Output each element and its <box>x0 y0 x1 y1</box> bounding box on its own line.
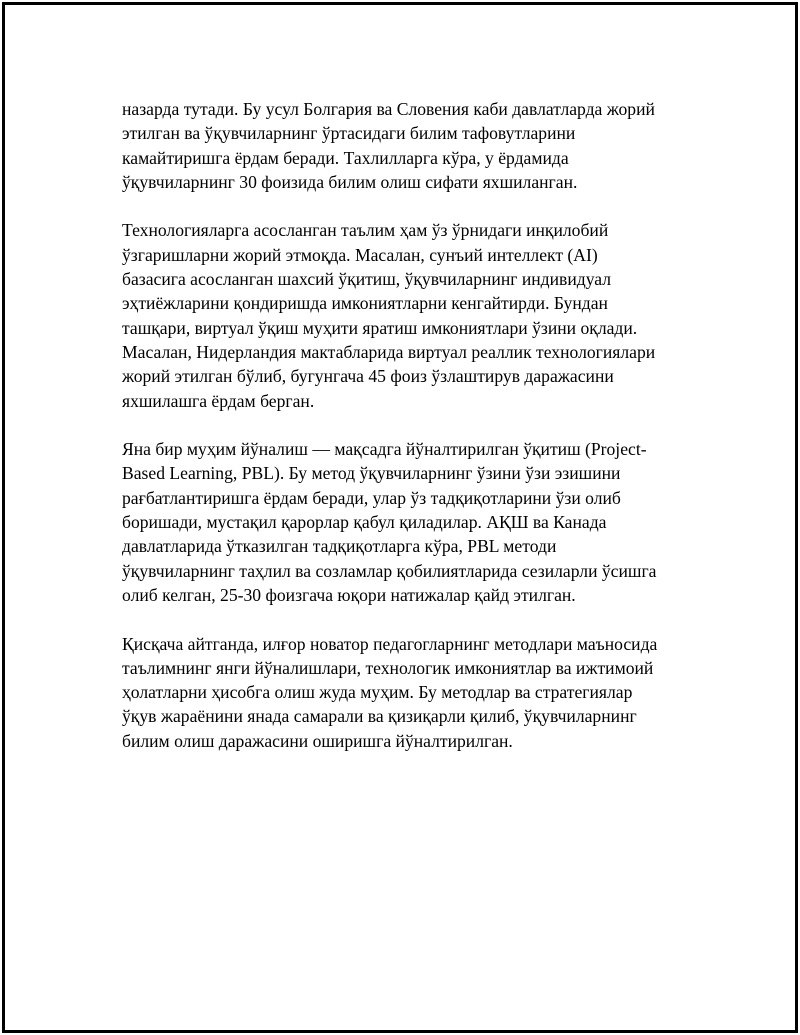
paragraph-4 <box>122 632 697 753</box>
text-line: Технологияларга асосланган таълим ҳам ўз ўрнидаги инқилобий <box>122 220 609 241</box>
text-line: олиб келган, 25-30 фоизгача юқори натижалар қайд этилган. <box>122 584 576 605</box>
text-line: Яна бир муҳим йўналиш — мақсадга йўналтирилган ўқитиш (Project- <box>122 439 647 460</box>
text-line: этилган ва ўқувчиларнинг ўртасидаги билим тафовутларини <box>122 123 576 144</box>
paragraph-1 <box>122 97 697 194</box>
text-line: билим олиш даражасини оширишга йўналтирилган. <box>122 730 513 751</box>
text-line: ўзгаришларни жорий этмоқда. Масалан, сунъий интеллект (AI) <box>122 244 598 265</box>
text-line: жорий этилган бўлиб, бугунгача 45 фоиз ўзлаштирув даражасини <box>122 366 614 387</box>
text-line: камайтиришга ёрдам беради. Тахлилларга кўра, у ёрдамида <box>122 147 569 168</box>
text-line: ўқувчиларнинг таҳлил ва созламлар қобилиятларида сезиларли ўсишга <box>122 560 657 581</box>
text-line: базасига асосланган шахсий ўқитиш, ўқувчиларнинг индивидуал <box>122 269 612 290</box>
text-line: назарда тутади. Бу усул Болгария ва Словения каби давлатларда жорий <box>122 99 655 119</box>
text-line: ҳолатларни ҳисобга олиш жуда муҳим. Бу методлар ва стратегиялар <box>122 682 633 703</box>
text-line: таълимнинг янги йўналишлари, технологик имкониятлар ва ижтимоий <box>122 657 654 678</box>
text-line: ўқув жараёнини янада самарали ва қизиқарли қилиб, ўқувчиларнинг <box>122 706 637 727</box>
text-line: давлатларида ўтказилган тадқиқотларга кўра, PBL методи <box>122 536 557 557</box>
text-line: рағбатлантиришга ёрдам беради, улар ўз тадқиқотларини ўзи олиб <box>122 487 621 508</box>
text-line: яхшилашга ёрдам берган. <box>122 390 315 411</box>
paragraph-3 <box>122 437 697 607</box>
text-line: Масалан, Нидерландия мактабларида виртуал реаллик технологиялари <box>122 341 656 362</box>
document-body <box>122 97 697 777</box>
text-line: ўқувчиларнинг 30 фоизида билим олиш сифати яхшиланган. <box>122 171 578 192</box>
page-frame <box>2 2 798 1033</box>
text-line: ташқари, виртуал ўқиш муҳити яратиш имкониятлари ўзини оқлади. <box>122 317 638 338</box>
text-line: Қисқача айтганда, илғор новатор педагогларнинг методлари маъносида <box>122 633 658 654</box>
paragraph-2 <box>122 218 697 412</box>
text-line: Based Learning, PBL). Бу метод ўқувчиларнинг ўзини ўзи эзишини <box>122 463 621 484</box>
text-line: эҳтиёжларини қондиришда имкониятларни кенгайтирди. Бундан <box>122 293 608 314</box>
text-line: боришади, мустақил қарорлар қабул қиладилар. АҚШ ва Канада <box>122 512 607 533</box>
